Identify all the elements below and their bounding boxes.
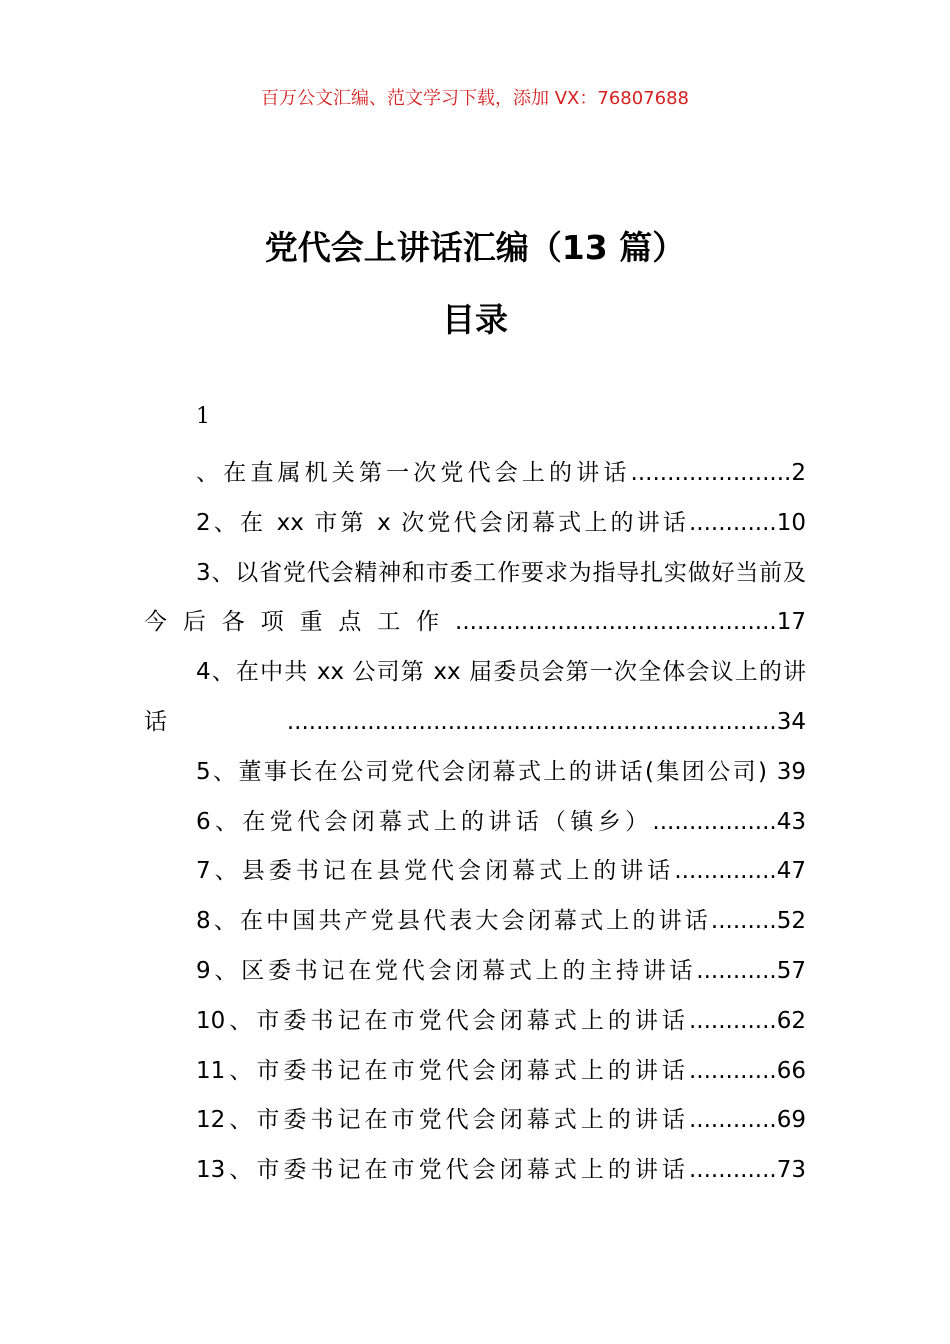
table-of-contents [144, 449, 806, 1196]
toc-entry-title: 12、市委书记在市党代会闭幕式上的讲话 [196, 1107, 689, 1134]
toc-entry-page: 47 [776, 858, 806, 885]
toc-entry[interactable] [144, 1047, 806, 1097]
toc-leader-dots: ............ [688, 1107, 777, 1134]
toc-entry-title: 、在直属机关第一次党代会上的讲话 [196, 460, 631, 486]
toc-entry-page: 43 [776, 808, 806, 835]
toc-leader-dots [767, 759, 777, 785]
toc-leader-dots: ........... [696, 957, 777, 984]
toc-entry[interactable] [144, 549, 806, 649]
toc-leader-dots: ............ [688, 1057, 777, 1084]
toc-entry[interactable] [144, 748, 806, 798]
toc-entry-page: 2 [791, 460, 806, 486]
toc-entry-title: 11、市委书记在市党代会闭幕式上的讲话 [196, 1057, 689, 1084]
header-watermark-note: 百万公文汇编、范文学习下载，添加 VX：76807688 [261, 88, 689, 109]
toc-entry[interactable] [144, 1096, 806, 1146]
toc-entry-page: 34 [776, 708, 806, 735]
toc-entry-title: 3、以省党代会精神和市委工作要求为指导扎实做好当前及今后各项重点工作 [144, 559, 806, 636]
toc-entry-title: 5、董事长在公司党代会闭幕式上的讲话(集团公司) [196, 758, 767, 785]
toc-entry-title: 7、县委书记在县党代会闭幕式上的讲话 [196, 858, 675, 885]
toc-entry-page: 62 [776, 1007, 806, 1034]
toc-entry[interactable] [144, 997, 806, 1047]
toc-leader-dots: ............................................ [455, 609, 777, 636]
toc-entry-page: 52 [776, 908, 806, 935]
toc-entry-title: 6、在党代会闭幕式上的讲话（镇乡） [196, 808, 653, 835]
toc-leader-dots: ............ [688, 509, 777, 536]
toc-entry[interactable] [144, 499, 806, 549]
toc-entry-page: 17 [776, 609, 806, 636]
toc-entry-title: 9、区委书记在党代会闭幕式上的主持讲话 [196, 957, 697, 984]
toc-entry[interactable] [144, 1146, 806, 1196]
toc-leader-dots: ...................... [630, 460, 792, 486]
toc-entry-page: 73 [776, 1157, 806, 1184]
toc-entry[interactable] [144, 897, 806, 947]
toc-entry[interactable] [144, 798, 806, 848]
toc-entry[interactable] [144, 648, 806, 748]
toc-entry-page: 39 [776, 758, 806, 785]
toc-entry-page: 69 [776, 1107, 806, 1134]
toc-entry-page: 57 [776, 957, 806, 984]
toc-entry-title: 2、在 xx 市第 x 次党代会闭幕式上的讲话 [196, 509, 689, 536]
toc-leader-dots: ................................................................... [286, 708, 777, 735]
toc-entry-title: 8、在中国共产党县代表大会闭幕式上的讲话 [196, 908, 711, 935]
toc-entry[interactable] [144, 847, 806, 897]
toc-leader-dots: ............ [688, 1007, 777, 1034]
toc-leader-dots: ................. [652, 808, 777, 835]
toc-entry[interactable] [144, 947, 806, 997]
toc-entry[interactable] [144, 449, 806, 499]
toc-entry-title: 13、市委书记在市党代会闭幕式上的讲话 [196, 1157, 689, 1184]
toc-leader-dots: ............ [688, 1157, 777, 1184]
document-title: 党代会上讲话汇编（13 篇） [264, 228, 686, 267]
toc-entry-1-number: 1 [196, 404, 210, 429]
toc-heading: 目录 [442, 300, 508, 339]
toc-leader-dots: .............. [674, 858, 777, 885]
toc-leader-dots: ......... [710, 908, 777, 935]
toc-entry-page: 66 [776, 1057, 806, 1084]
toc-entry-title: 4、在中共 xx 公司第 xx 届委员会第一次全体会议上的讲话 [144, 659, 806, 735]
toc-entry-page: 10 [776, 509, 806, 536]
toc-entry-title: 10、市委书记在市党代会闭幕式上的讲话 [196, 1007, 689, 1034]
